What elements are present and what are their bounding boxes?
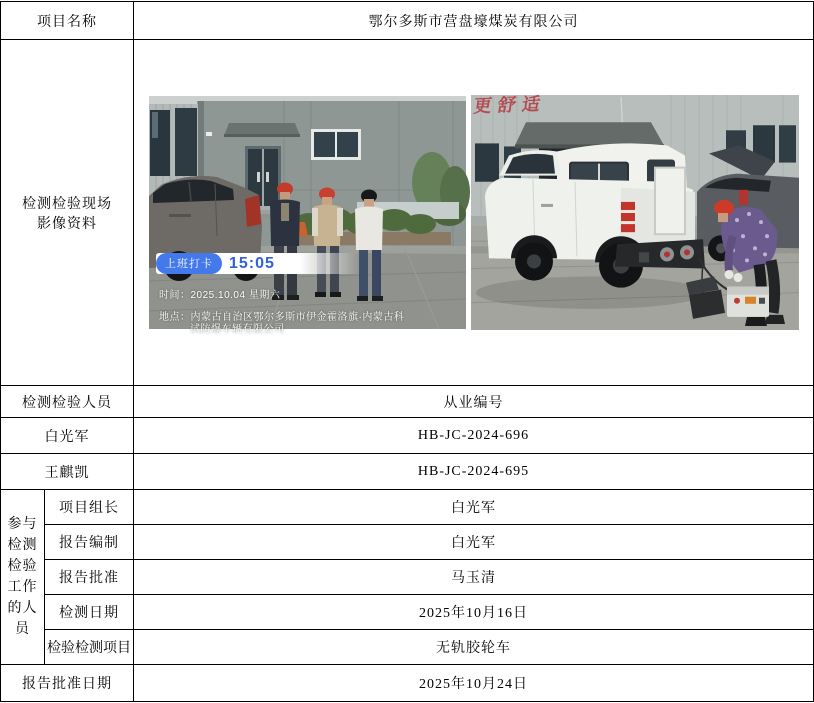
participant-label: 报告编制	[45, 525, 134, 560]
personnel-header-label: 检测检验人员	[1, 386, 134, 418]
table-row	[1, 595, 814, 630]
wall-slogan-text: 更舒适	[472, 93, 548, 117]
approval-date-value: 2025年10月24日	[134, 665, 814, 702]
approval-date-label: 报告批准日期	[1, 665, 134, 702]
table-row	[1, 40, 814, 386]
participant-label: 报告批准	[45, 560, 134, 595]
participant-label: 检验检测项目	[45, 630, 134, 665]
report-table	[0, 1, 814, 702]
participant-value: 白光军	[134, 525, 814, 560]
personnel-name: 王麒凯	[1, 454, 134, 490]
personnel-header-value: 从业编号	[134, 386, 814, 418]
watermark-date-line: 时间：2025.10.04 星期六	[159, 290, 281, 301]
personnel-name: 白光军	[1, 418, 134, 454]
site-photo-workers	[149, 96, 466, 335]
photos-cell	[134, 40, 814, 386]
watermark-location-line1: 地点：内蒙古自治区鄂尔多斯市伊金霍洛旗·内蒙古科	[159, 312, 405, 323]
table-row	[1, 2, 814, 40]
table-row	[1, 560, 814, 595]
table-row	[1, 665, 814, 702]
participant-label: 项目组长	[45, 490, 134, 525]
clock-in-time: 15:05	[229, 254, 275, 272]
clock-in-watermark-bar	[156, 253, 361, 274]
inspection-report-sheet	[0, 1, 814, 702]
table-row	[1, 386, 814, 418]
table-row	[1, 454, 814, 490]
table-row	[1, 630, 814, 665]
personnel-number: HB-JC-2024-695	[134, 454, 814, 490]
site-photo-vehicle-test	[471, 95, 799, 330]
participants-group-label: 参与检测检验工作的人员	[1, 490, 45, 665]
participant-value: 2025年10月16日	[134, 595, 814, 630]
watermark-location-line2: 试防爆车辆有限公司	[190, 324, 285, 335]
participant-value: 白光军	[134, 490, 814, 525]
participant-value: 马玉清	[134, 560, 814, 595]
table-row	[1, 490, 814, 525]
photos-label-line1: 检测检验现场	[22, 196, 112, 212]
table-row	[1, 525, 814, 560]
vehicle-photo-illustration	[471, 95, 799, 330]
participant-label: 检测日期	[45, 595, 134, 630]
clock-in-badge: 上班打卡	[156, 253, 222, 274]
personnel-number: HB-JC-2024-696	[134, 418, 814, 454]
photos-wrap	[134, 93, 813, 335]
participant-value: 无轨胶轮车	[134, 630, 814, 665]
photos-label-line2: 影像资料	[37, 216, 97, 232]
project-name-value: 鄂尔多斯市营盘壕煤炭有限公司	[134, 2, 814, 40]
project-name-label: 项目名称	[1, 2, 134, 40]
table-row	[1, 418, 814, 454]
photos-label-cell	[1, 40, 134, 386]
